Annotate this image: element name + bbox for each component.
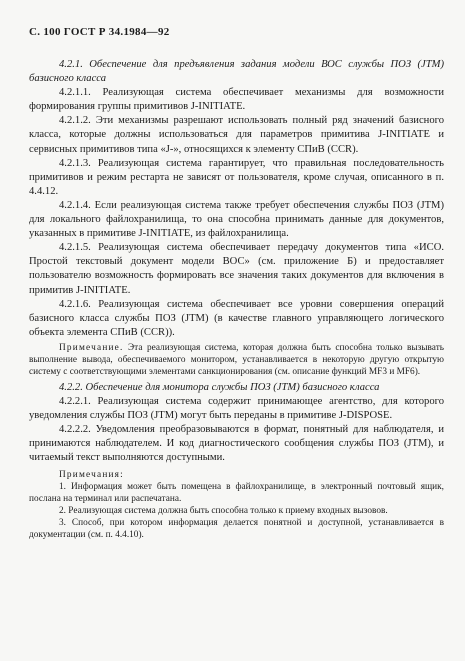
paragraph-4-2-2-2: 4.2.2.2. Уведомления преобразовываются в формат, понятный для наблюдателя, и принимаются наблюдателем. И код диагностического сообщения службы ПОЗ (JTM), и читаемый текст выполняются доступными.	[29, 423, 444, 464]
note-item-1: 1. Информация может быть помещена в файлохранилище, в электронный почтовый ящик, послана на терминал или распечатана.	[29, 482, 444, 504]
paragraph-4-2-1-4: 4.2.1.4. Если реализующая система также требует обеспечения службы ПОЗ (JTM) для локального файлохранилища, то она способна принимать данные для документов, указанных в примитиве J-INITIATE, из файлохранилища.	[29, 199, 444, 240]
paragraph-4-2-2-1: 4.2.2.1. Реализующая система содержит принимающее агентство, для которого уведомления службы ПОЗ (JTM) могут быть переданы в примитиве J-DISPOSE.	[29, 395, 444, 421]
paragraph-4-2-1-6: 4.2.1.6. Реализующая система обеспечивает все уровни совершения операций базисного класса службы ПОЗ (JTM) (в качестве главного управляющего логического объекта элемента СПиВ (CCR)).	[29, 298, 444, 338]
note-text: Эта реализующая система, которая должна быть способна только вызывать выполнение вывода, обеспечиваемого монитором, устанавливается в некоторую другую открытую систему с соответствующими элементами санкционирования (см. описание функций MF3 и MF6).	[29, 342, 444, 377]
note-item-2: 2. Реализующая система должна быть способна только к приему входных вызовов.	[59, 505, 388, 516]
document-body	[29, 58, 444, 542]
paragraph-4-2-1-5: 4.2.1.5. Реализующая система обеспечивает передачу документов типа «ИСО. Простой текстовый документ модели ВОС» (см. приложение Б) и предоставляет пользователю возможность формировать все значения таких документов для включения в примитив J-INITIATE.	[29, 242, 444, 296]
note	[29, 343, 444, 379]
notes-label: Примечания:	[59, 470, 124, 481]
page-header: С. 100 ГОСТ Р 34.1984—92	[29, 26, 170, 38]
section-heading-4-2-2: 4.2.2. Обеспечение для монитора службы ПОЗ (JTM) базисного класса	[59, 381, 380, 393]
section-heading-4-2-1: 4.2.1. Обеспечение для предъявления задания модели ВОС службы ПОЗ (JTM) базисного класса	[29, 59, 444, 85]
notes-block	[29, 470, 444, 541]
paragraph-4-2-1-3: 4.2.1.3. Реализующая система гарантирует, что правильная последовательность примитивов и режим рестарта не зависят от пользователя, кроме случая, описанного в п. 4.4.12.	[29, 157, 444, 197]
paragraph-4-2-1-1: 4.2.1.1. Реализующая система обеспечивает механизмы для возможности формирования группы примитивов J-INITIATE.	[29, 87, 444, 113]
paragraph-4-2-1-2: 4.2.1.2. Эти механизмы разрешают использовать полный ряд значений базисного класса, которые должны использоваться для параметров примитива J-INITIATE и сервисных примитивов типа «J-», относящихся к элементу СПиВ (CCR).	[29, 115, 444, 155]
note-label: Примечание.	[59, 342, 124, 353]
note-item-3: 3. Способ, при котором информация делается понятной и доступной, устанавливается в документации (см. п. 4.4.10).	[29, 517, 444, 540]
